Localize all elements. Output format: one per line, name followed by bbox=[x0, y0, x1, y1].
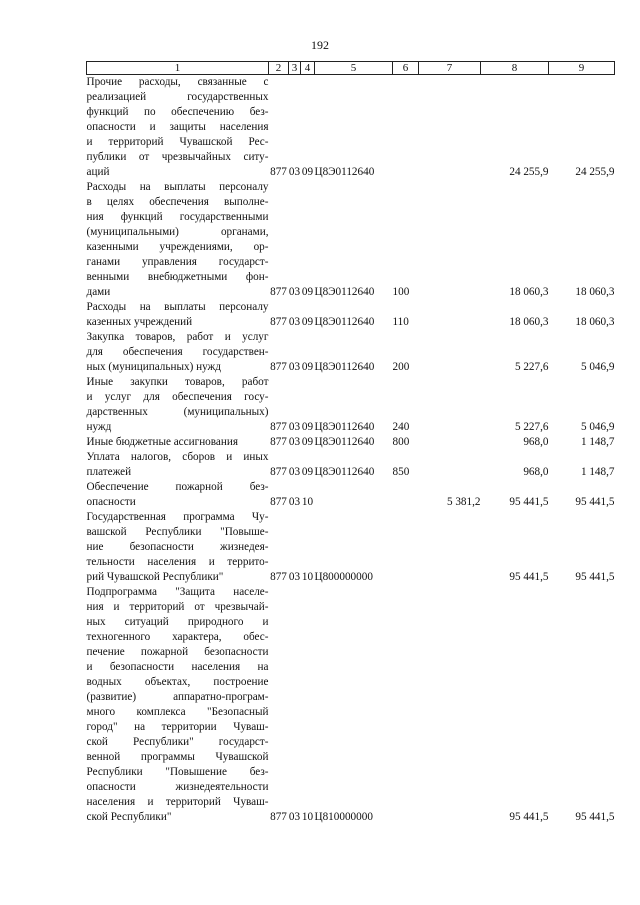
section-code-cell: 03 bbox=[288, 466, 301, 478]
description-line: техногенного характера, обес- bbox=[86, 631, 269, 643]
description-line: Уплата налогов, сборов и иных bbox=[86, 451, 269, 463]
description-line: и территорий Чувашской Рес- bbox=[86, 136, 269, 148]
expense-type-cell bbox=[393, 510, 419, 585]
amount-col7-cell bbox=[419, 435, 481, 450]
description-line: публики от чрезвычайных ситу- bbox=[86, 151, 269, 163]
description-line: платежей bbox=[86, 466, 132, 478]
description-line: опасности жизнедеятельности bbox=[86, 781, 269, 793]
description-line: населения и территорий Чуваш- bbox=[86, 796, 269, 808]
ministry-code-cell: 877 bbox=[270, 316, 287, 328]
target-article-cell: Ц800000000 bbox=[314, 571, 373, 583]
amount-col7-cell bbox=[419, 75, 481, 181]
expense-type-cell: 850 bbox=[392, 466, 410, 478]
description-line: ных ситуаций природного и bbox=[86, 616, 269, 628]
description-line: опасности bbox=[86, 496, 136, 508]
subsection-code-cell: 09 bbox=[301, 361, 314, 373]
ministry-code-cell: 877 bbox=[270, 571, 287, 583]
section-code-cell: 03 bbox=[288, 316, 301, 328]
ministry-code-cell: 877 bbox=[270, 466, 287, 478]
target-article-cell: Ц8Э0112640 bbox=[314, 436, 375, 448]
description-line: ния и территорий от чрезвычай- bbox=[86, 601, 269, 613]
amount-col7-cell bbox=[419, 300, 481, 330]
description-line: ние безопасности жизнедея- bbox=[86, 541, 269, 553]
subsection-code-cell: 09 bbox=[301, 466, 314, 478]
row-description bbox=[87, 75, 269, 181]
row-description bbox=[87, 585, 269, 825]
table-row bbox=[87, 510, 615, 585]
description-line: Обеспечение пожарной без- bbox=[86, 481, 269, 493]
target-article-cell: Ц8Э0112640 bbox=[314, 421, 375, 433]
expense-type-cell: 800 bbox=[392, 436, 410, 448]
header-col-1: 1 bbox=[87, 62, 269, 75]
row-description bbox=[87, 180, 269, 300]
description-line: Государственная программа Чу- bbox=[86, 511, 269, 523]
ministry-code-cell: 877 bbox=[270, 436, 287, 448]
budget-table bbox=[86, 61, 615, 825]
header-col-7: 7 bbox=[419, 62, 481, 75]
amount-col8-cell: 5 227,6 bbox=[514, 421, 549, 433]
amount-col7-cell: 5 381,2 bbox=[446, 496, 481, 508]
table-row bbox=[87, 330, 615, 375]
target-article-cell bbox=[315, 480, 393, 510]
description-line: Иные закупки товаров, работ bbox=[86, 376, 269, 388]
amount-col9-cell: 5 046,9 bbox=[580, 361, 615, 373]
subsection-code-cell: 09 bbox=[301, 436, 314, 448]
table-row bbox=[87, 480, 615, 510]
amount-col9-cell: 18 060,3 bbox=[575, 316, 615, 328]
expense-type-cell: 240 bbox=[392, 421, 410, 433]
description-line: рий Чувашской Республики" bbox=[86, 571, 224, 583]
description-line: функций по обеспечению без- bbox=[86, 106, 269, 118]
section-code-cell: 03 bbox=[288, 571, 301, 583]
amount-col9-cell: 24 255,9 bbox=[575, 166, 615, 178]
description-line: опасности и защиты населения bbox=[86, 121, 269, 133]
description-line: и безопасности населения на bbox=[86, 661, 269, 673]
section-code-cell: 03 bbox=[288, 421, 301, 433]
amount-col7-cell bbox=[419, 375, 481, 435]
section-code-cell: 03 bbox=[288, 811, 301, 823]
description-line: Республики "Повышение без- bbox=[86, 766, 269, 778]
table-row bbox=[87, 300, 615, 330]
section-code-cell: 03 bbox=[288, 286, 301, 298]
row-description bbox=[87, 480, 269, 510]
amount-col7-cell bbox=[419, 450, 481, 480]
amount-col9-cell: 95 441,5 bbox=[575, 811, 615, 823]
subsection-code-cell: 09 bbox=[301, 421, 314, 433]
expense-type-cell: 100 bbox=[392, 286, 410, 298]
amount-col8-cell: 968,0 bbox=[523, 466, 549, 478]
table-body bbox=[87, 75, 615, 826]
description-line: для обеспечения государствен- bbox=[86, 346, 269, 358]
description-line: (муниципальными) органами, bbox=[86, 226, 269, 238]
amount-col7-cell bbox=[419, 330, 481, 375]
amount-col9-cell: 5 046,9 bbox=[580, 421, 615, 433]
description-line: Прочие расходы, связанные с bbox=[86, 76, 269, 88]
amount-col7-cell bbox=[419, 510, 481, 585]
subsection-code-cell: 10 bbox=[301, 571, 314, 583]
target-article-cell: Ц8Э0112640 bbox=[314, 361, 375, 373]
amount-col7-cell bbox=[419, 585, 481, 825]
table-row bbox=[87, 585, 615, 825]
amount-col9-cell: 95 441,5 bbox=[575, 571, 615, 583]
header-col-3: 3 bbox=[289, 62, 301, 75]
amount-col8-cell: 5 227,6 bbox=[514, 361, 549, 373]
subsection-code-cell: 10 bbox=[301, 496, 314, 508]
header-col-9: 9 bbox=[549, 62, 615, 75]
target-article-cell: Ц8Э0112640 bbox=[314, 286, 375, 298]
ministry-code-cell: 877 bbox=[270, 361, 287, 373]
table-row bbox=[87, 375, 615, 435]
description-line: ных (муниципальных) нужд bbox=[86, 361, 221, 373]
description-line: водных объектах, построение bbox=[86, 676, 269, 688]
description-line: Расходы на выплаты персоналу bbox=[86, 181, 269, 193]
description-line: ской Республики" bbox=[86, 811, 172, 823]
table-row bbox=[87, 180, 615, 300]
description-line: нужд bbox=[86, 421, 112, 433]
amount-col9-cell: 18 060,3 bbox=[575, 286, 615, 298]
ministry-code-cell: 877 bbox=[270, 496, 287, 508]
amount-col9-cell: 95 441,5 bbox=[575, 496, 615, 508]
section-code-cell: 03 bbox=[288, 166, 301, 178]
ministry-code-cell: 877 bbox=[270, 286, 287, 298]
description-line: дарственных (муниципальных) bbox=[86, 406, 269, 418]
ministry-code-cell: 877 bbox=[270, 166, 287, 178]
header-col-8: 8 bbox=[481, 62, 549, 75]
table-row bbox=[87, 435, 615, 450]
description-line: дами bbox=[86, 286, 111, 298]
amount-col8-cell: 95 441,5 bbox=[509, 571, 549, 583]
description-line: Подпрограмма "Защита населе- bbox=[86, 586, 269, 598]
subsection-code-cell: 09 bbox=[301, 166, 314, 178]
description-line: много комплекса "Безопасный bbox=[86, 706, 269, 718]
row-description bbox=[87, 300, 269, 330]
expense-type-cell bbox=[393, 480, 419, 510]
description-line: вашской Республики "Повыше- bbox=[86, 526, 269, 538]
row-description bbox=[87, 330, 269, 375]
description-line: печение пожарной безопасности bbox=[86, 646, 269, 658]
table-row bbox=[87, 75, 615, 181]
description-line: город" на территории Чуваш- bbox=[86, 721, 269, 733]
header-col-4: 4 bbox=[301, 62, 315, 75]
amount-col8-cell: 968,0 bbox=[523, 436, 549, 448]
amount-col8-cell: 95 441,5 bbox=[509, 811, 549, 823]
table-header-row bbox=[87, 62, 615, 75]
ministry-code-cell: 877 bbox=[270, 811, 287, 823]
amount-col8-cell: 24 255,9 bbox=[509, 166, 549, 178]
description-line: Расходы на выплаты персоналу bbox=[86, 301, 269, 313]
description-line: Иные бюджетные ассигнования bbox=[86, 436, 238, 448]
subsection-code-cell: 09 bbox=[301, 286, 314, 298]
header-col-5: 5 bbox=[315, 62, 393, 75]
subsection-code-cell: 09 bbox=[301, 316, 314, 328]
row-description bbox=[87, 450, 269, 480]
description-line: (развитие) аппаратно-програм- bbox=[86, 691, 269, 703]
description-line: казенными учреждениями, ор- bbox=[86, 241, 269, 253]
section-code-cell: 03 bbox=[288, 361, 301, 373]
description-line: аций bbox=[86, 166, 110, 178]
row-description bbox=[87, 435, 269, 450]
expense-type-cell bbox=[393, 585, 419, 825]
section-code-cell: 03 bbox=[288, 436, 301, 448]
description-line: венными внебюджетными фон- bbox=[86, 271, 269, 283]
expense-type-cell: 110 bbox=[392, 316, 409, 328]
row-description bbox=[87, 510, 269, 585]
target-article-cell: Ц8Э0112640 bbox=[314, 166, 375, 178]
description-line: венной программы Чувашской bbox=[86, 751, 269, 763]
amount-col9-cell: 1 148,7 bbox=[580, 436, 615, 448]
page-number: 192 bbox=[311, 38, 329, 52]
description-line: ганами управления государст- bbox=[86, 256, 269, 268]
header-col-6: 6 bbox=[393, 62, 419, 75]
description-line: в целях обеспечения выполне- bbox=[86, 196, 269, 208]
description-line: тельности населения и террито- bbox=[86, 556, 269, 568]
expense-type-cell bbox=[393, 75, 419, 181]
amount-col7-cell bbox=[419, 180, 481, 300]
table-row bbox=[87, 450, 615, 480]
description-line: и услуг для обеспечения госу- bbox=[86, 391, 269, 403]
section-code-cell: 03 bbox=[288, 496, 301, 508]
amount-col9-cell: 1 148,7 bbox=[580, 466, 615, 478]
subsection-code-cell: 10 bbox=[301, 811, 314, 823]
target-article-cell: Ц8Э0112640 bbox=[314, 466, 375, 478]
description-line: Закупка товаров, работ и услуг bbox=[86, 331, 269, 343]
description-line: реализацией государственных bbox=[86, 91, 269, 103]
row-description bbox=[87, 375, 269, 435]
expense-type-cell: 200 bbox=[392, 361, 410, 373]
amount-col8-cell: 18 060,3 bbox=[509, 286, 549, 298]
ministry-code-cell: 877 bbox=[270, 421, 287, 433]
target-article-cell: Ц810000000 bbox=[314, 811, 373, 823]
header-col-2: 2 bbox=[269, 62, 289, 75]
description-line: ской Республики" государст- bbox=[86, 736, 269, 748]
target-article-cell: Ц8Э0112640 bbox=[314, 316, 375, 328]
description-line: ния функций государственными bbox=[86, 211, 269, 223]
description-line: казенных учреждений bbox=[86, 316, 193, 328]
amount-col8-cell: 18 060,3 bbox=[509, 316, 549, 328]
amount-col8-cell: 95 441,5 bbox=[509, 496, 549, 508]
